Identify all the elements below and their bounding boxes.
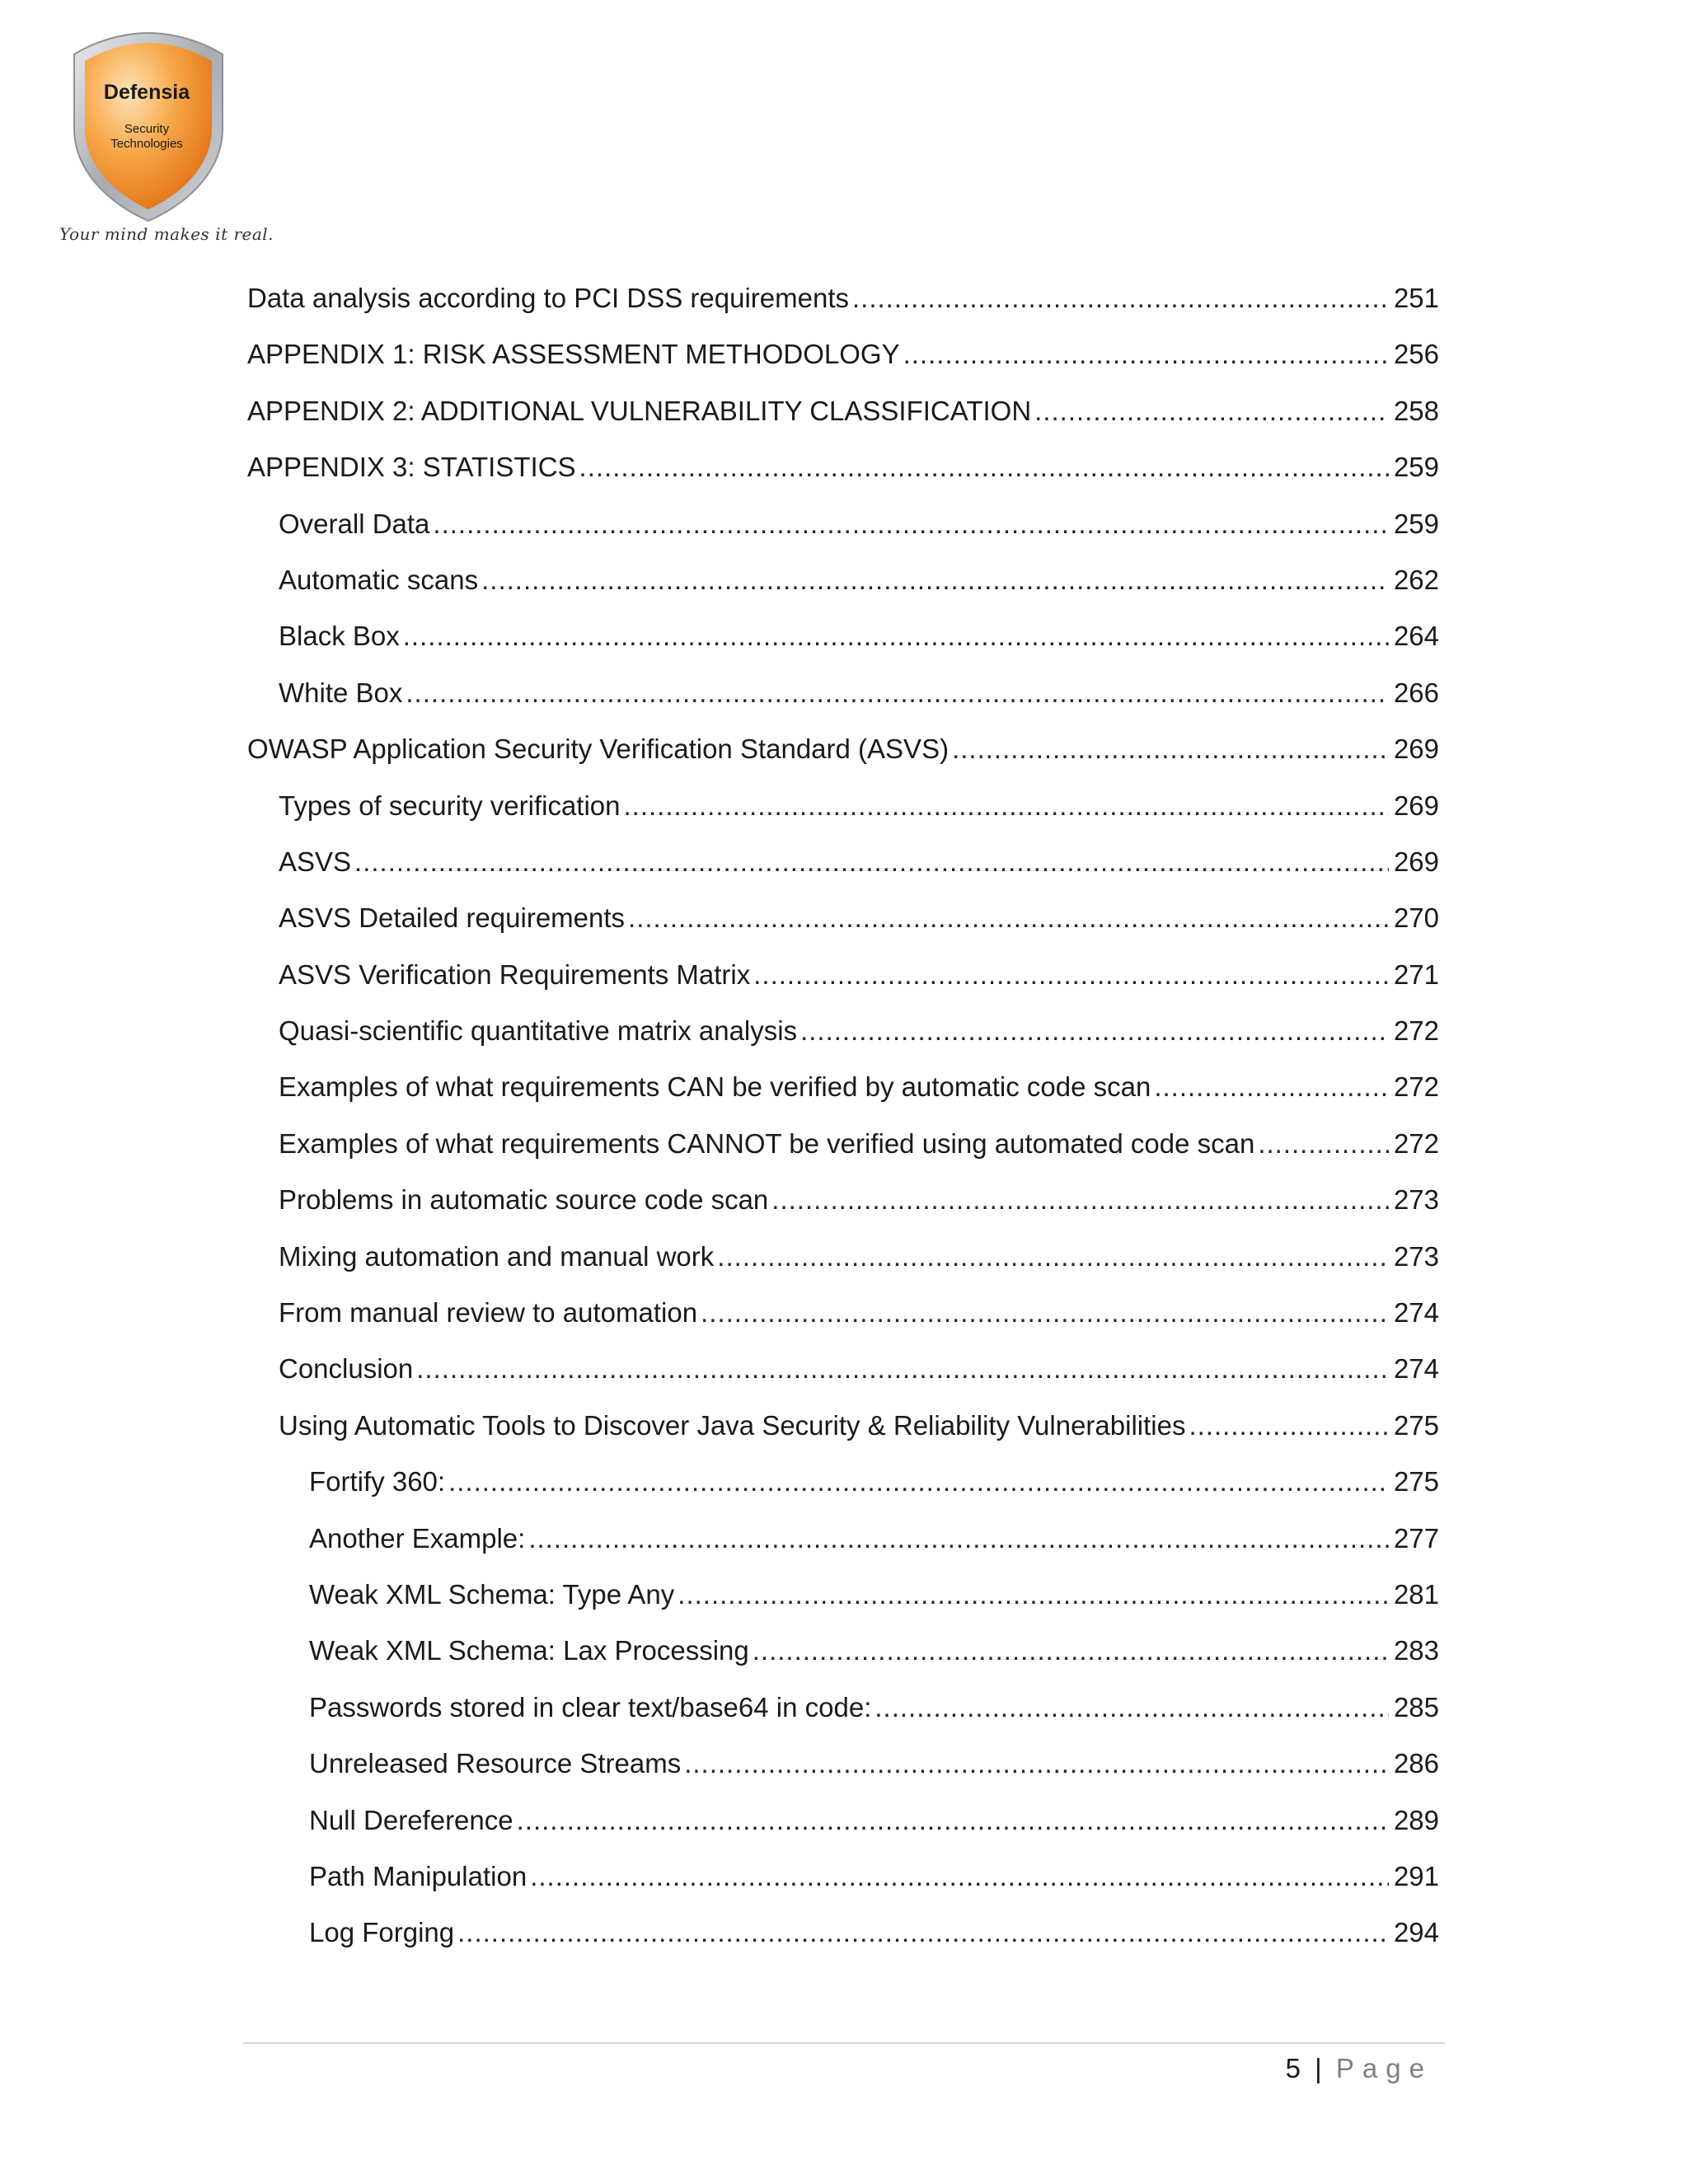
toc-entry[interactable]: [247, 270, 1439, 326]
toc-entry[interactable]: [247, 1680, 1439, 1736]
toc-entry-page-number: 269: [1393, 733, 1439, 765]
toc-dot-leader: [874, 1680, 1389, 1736]
logo-name: Defensia: [103, 81, 190, 104]
toc-entry[interactable]: [247, 890, 1439, 946]
toc-entry-title: White Box: [279, 677, 403, 708]
toc-entry-page-number: 286: [1393, 1748, 1439, 1779]
toc-entry[interactable]: [247, 1905, 1439, 1961]
toc-entry[interactable]: [247, 834, 1439, 890]
toc-dot-leader: [354, 834, 1389, 890]
toc-entry[interactable]: [247, 326, 1439, 382]
toc-dot-leader: [481, 552, 1389, 608]
toc-dot-leader: [800, 1003, 1389, 1059]
toc-dot-leader: [952, 721, 1389, 777]
toc-entry-title: APPENDIX 1: RISK ASSESSMENT METHODOLOGY: [247, 339, 900, 370]
toc-entry-title: APPENDIX 2: ADDITIONAL VULNERABILITY CLASSIFICATION: [247, 395, 1032, 426]
logo-subtitle-security: Security: [124, 122, 170, 136]
logo-slogan: Your mind makes it real.: [59, 224, 274, 244]
toc-entry-title: Unreleased Resource Streams: [309, 1748, 682, 1779]
toc-entry-title: Another Example:: [309, 1522, 526, 1554]
toc-entry-title: Black Box: [279, 621, 400, 652]
toc-dot-leader: [903, 326, 1389, 382]
toc-entry[interactable]: [247, 1229, 1439, 1285]
toc-entry-title: From manual review to automation: [279, 1297, 698, 1329]
toc-entry-title: Examples of what requirements CANNOT be verified using automated code scan: [279, 1127, 1255, 1159]
toc-dot-leader: [717, 1229, 1389, 1285]
toc-entry-page-number: 275: [1393, 1409, 1439, 1441]
toc-entry-page-number: 272: [1393, 1015, 1439, 1047]
toc-entry[interactable]: [247, 608, 1439, 664]
toc-entry-page-number: 281: [1393, 1578, 1439, 1610]
toc-entry-title: Quasi-scientific quantitative matrix analysis: [279, 1015, 798, 1047]
toc-entry-title: APPENDIX 3: STATISTICS: [247, 452, 576, 483]
toc-entry[interactable]: [247, 496, 1439, 552]
toc-entry-page-number: 272: [1393, 1127, 1439, 1159]
toc-dot-leader: [406, 665, 1389, 721]
toc-entry[interactable]: [247, 1116, 1439, 1172]
toc-entry[interactable]: [247, 552, 1439, 608]
toc-entry-page-number: 269: [1393, 790, 1439, 821]
logo-subtitle-technologies: Technologies: [110, 137, 183, 151]
toc-entry-page-number: 259: [1393, 452, 1439, 483]
toc-entry[interactable]: [247, 947, 1439, 1003]
toc-dot-leader: [771, 1172, 1389, 1228]
toc-dot-leader: [678, 1567, 1389, 1623]
toc-entry-title: Log Forging: [309, 1917, 455, 1948]
toc-entry[interactable]: [247, 383, 1439, 439]
toc-dot-leader: [416, 1341, 1389, 1397]
toc-dot-leader: [624, 778, 1389, 834]
toc-entry-page-number: 274: [1393, 1353, 1439, 1385]
toc-entry[interactable]: [247, 721, 1439, 777]
toc-entry-title: Null Dereference: [309, 1804, 513, 1835]
toc-entry-title: ASVS Detailed requirements: [279, 902, 626, 934]
toc-dot-leader: [852, 270, 1389, 326]
page-footer: [1286, 2047, 1432, 2090]
toc-entry-page-number: 277: [1393, 1522, 1439, 1554]
toc-dot-leader: [1034, 383, 1389, 439]
toc-entry-page-number: 251: [1393, 283, 1439, 313]
toc-entry[interactable]: [247, 778, 1439, 834]
toc-entry-title: Automatic scans: [279, 564, 479, 595]
toc-entry-title: Overall Data: [279, 508, 430, 539]
toc-entry-page-number: 262: [1393, 564, 1439, 595]
toc-entry-title: Weak XML Schema: Lax Processing: [309, 1635, 749, 1666]
toc-entry[interactable]: [247, 1736, 1439, 1792]
toc-entry-page-number: 273: [1393, 1184, 1439, 1216]
toc-entry-title: Data analysis according to PCI DSS requirements: [247, 283, 849, 313]
toc-entry-title: Examples of what requirements CAN be verified by automatic code scan: [279, 1071, 1151, 1103]
toc-entry[interactable]: [247, 1398, 1439, 1454]
toc-dot-leader: [753, 947, 1389, 1003]
toc-dot-leader: [1258, 1116, 1389, 1172]
toc-entry-title: ASVS: [279, 846, 352, 877]
toc-entry-page-number: 275: [1393, 1466, 1439, 1497]
toc-entry-title: Types of security verification: [279, 790, 621, 821]
toc-dot-leader: [403, 608, 1389, 664]
toc-dot-leader: [701, 1285, 1389, 1341]
toc-entry-page-number: 259: [1393, 508, 1439, 539]
toc-entry-title: Fortify 360:: [309, 1466, 446, 1497]
page-number: 5: [1285, 2053, 1301, 2083]
toc-dot-leader: [684, 1736, 1389, 1792]
toc-entry-page-number: 274: [1393, 1297, 1439, 1329]
toc-entry[interactable]: [247, 1285, 1439, 1341]
toc-entry-title: OWASP Application Security Verification Standard (ASVS): [247, 733, 950, 765]
toc-entry[interactable]: [247, 1454, 1439, 1510]
toc-entry[interactable]: [247, 1793, 1439, 1849]
page-label: Page: [1335, 2053, 1432, 2083]
toc-dot-leader: [448, 1454, 1389, 1510]
toc-entry[interactable]: [247, 665, 1439, 721]
toc-entry[interactable]: [247, 1059, 1439, 1115]
toc-entry-title: Mixing automation and manual work: [279, 1240, 715, 1272]
toc-dot-leader: [579, 439, 1389, 495]
toc-entry[interactable]: [247, 439, 1439, 495]
toc-entry-page-number: 269: [1393, 846, 1439, 877]
toc-entry-page-number: 264: [1393, 621, 1439, 652]
toc-entry-title: Problems in automatic source code scan: [279, 1184, 769, 1216]
toc-entry-page-number: 291: [1393, 1860, 1439, 1891]
toc-entry[interactable]: [247, 1003, 1439, 1059]
toc-entry-page-number: 270: [1393, 902, 1439, 934]
shield-logo-icon: [58, 30, 239, 227]
toc-entry-page-number: 256: [1393, 339, 1439, 370]
toc-entry-page-number: 266: [1393, 677, 1439, 708]
footer-divider: [243, 2042, 1445, 2044]
toc-dot-leader: [628, 890, 1389, 946]
toc-entry[interactable]: [247, 1341, 1439, 1397]
toc-entry-title: Passwords stored in clear text/base64 in code:: [309, 1691, 872, 1722]
toc-entry-page-number: 283: [1393, 1635, 1439, 1666]
toc-entry[interactable]: [247, 1511, 1439, 1567]
toc-entry-page-number: 289: [1393, 1804, 1439, 1835]
toc-entry[interactable]: [247, 1623, 1439, 1679]
toc-entry-page-number: 273: [1393, 1240, 1439, 1272]
toc-dot-leader: [528, 1511, 1389, 1567]
toc-entry-page-number: 271: [1393, 958, 1439, 990]
toc-dot-leader: [457, 1905, 1389, 1961]
toc-entry-page-number: 294: [1393, 1917, 1439, 1948]
toc-entry-title: Path Manipulation: [309, 1860, 528, 1891]
toc-entry-page-number: 272: [1393, 1071, 1439, 1103]
toc-dot-leader: [530, 1849, 1389, 1905]
toc-dot-leader: [1189, 1398, 1388, 1454]
toc-entry-page-number: 285: [1393, 1691, 1439, 1722]
footer-separator: |: [1315, 2053, 1322, 2083]
toc-entry[interactable]: [247, 1567, 1439, 1623]
toc-entry-page-number: 258: [1393, 395, 1439, 426]
toc-dot-leader: [753, 1623, 1389, 1679]
toc-entry-title: Using Automatic Tools to Discover Java Security & Reliability Vulnerabilities: [279, 1409, 1186, 1441]
toc-entry[interactable]: [247, 1849, 1439, 1905]
toc-dot-leader: [433, 496, 1389, 552]
toc-dot-leader: [1154, 1059, 1389, 1115]
toc-entry-title: ASVS Verification Requirements Matrix: [279, 958, 751, 990]
toc-entry-title: Weak XML Schema: Type Any: [309, 1578, 675, 1610]
toc-dot-leader: [517, 1793, 1389, 1849]
table-of-contents: [247, 270, 1439, 1961]
toc-entry[interactable]: [247, 1172, 1439, 1228]
toc-entry-title: Conclusion: [279, 1353, 414, 1385]
